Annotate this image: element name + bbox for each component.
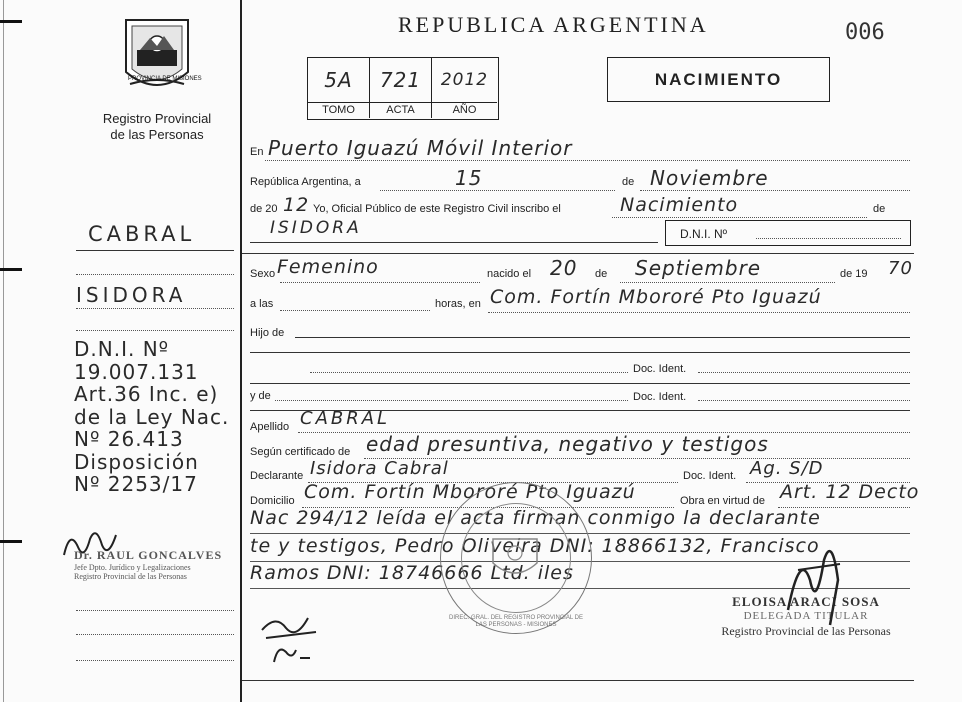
month-value: Noviembre (650, 166, 769, 190)
margin-note-line: Nº 26.413 (74, 427, 184, 451)
label-hijo-de: Hijo de (250, 327, 285, 339)
margin-stamp (74, 548, 239, 581)
year-value: 12 (283, 194, 310, 216)
margin-note-line: de la Ley Nac. (74, 404, 230, 429)
margin-stamp-title: Jefe Dpto. Jurídico y Legalizaciones (74, 563, 191, 572)
label-de-19: de 19 (840, 268, 868, 280)
seal-text: DIREC. GRAL. DEL REGISTRO PROVINCIAL DE LAS PERSONAS - MISIONES (449, 615, 583, 628)
tomo-value: 5A (324, 68, 353, 92)
field-line (698, 372, 910, 373)
dni-box (665, 220, 911, 246)
province-emblem (120, 14, 202, 98)
anio-label: AÑO (452, 104, 477, 116)
label-y-de: y de (250, 390, 271, 402)
field-line (265, 160, 910, 161)
birth-year-value: 70 (888, 258, 913, 279)
declarant-value: Isidora Cabral (310, 458, 449, 479)
label-segun: Según certificado de (250, 446, 351, 458)
anio-cell (432, 58, 497, 102)
label-de: de (873, 203, 886, 215)
margin-line (76, 660, 234, 661)
margin-stamp-title: Registro Provincial de las Personas (74, 572, 187, 581)
margin-note-line: Art.36 Inc. e) (74, 382, 219, 406)
field-line (612, 217, 867, 218)
margin-note-line: Nº 2253/17 (74, 472, 198, 496)
birth-day-value: 20 (550, 256, 578, 280)
place-value: Puerto Iguazú Móvil Interior (268, 136, 573, 160)
acta-label: ACTA (370, 103, 432, 118)
margin-initials-signature (256, 610, 326, 670)
label-de: de (595, 268, 608, 280)
country-title: REPUBLICA ARGENTINA (398, 12, 709, 37)
acta-cell (370, 58, 432, 102)
surname-value: CABRAL (300, 408, 391, 429)
margin-note (74, 338, 229, 496)
label-a-las: a las (250, 298, 274, 310)
official-office: Registro Provincial de las Personas (721, 624, 891, 638)
margin-line (76, 308, 234, 309)
margin-line (76, 610, 234, 611)
label-doc-ident: Doc. Ident. (633, 363, 687, 375)
official-name: ELOISA ARACI SOSA (732, 594, 880, 609)
field-line (250, 352, 910, 353)
field-line (280, 310, 430, 311)
obra-value: Art. 12 Decto (780, 481, 920, 503)
dni-line (756, 238, 901, 239)
page-bottom-line (242, 680, 914, 681)
acta-value: 721 (379, 68, 422, 92)
field-line (488, 312, 910, 313)
hole-punch-mark (0, 540, 22, 543)
field-line (275, 400, 628, 401)
label-de: de (622, 176, 635, 188)
field-line (280, 282, 480, 283)
sex-value: Femenino (277, 256, 379, 278)
field-line (640, 190, 910, 191)
margin-line (76, 250, 234, 251)
continuation-line-3: Ramos DNI: 18746666 Ltd. iles (250, 562, 574, 584)
field-line (295, 337, 910, 338)
registry-name-line: de las Personas (110, 127, 204, 142)
label-declarante: Declarante (250, 470, 304, 482)
registry-name-line: Registro Provincial (102, 111, 212, 126)
certificate-value: edad presuntiva, negativo y testigos (366, 432, 769, 456)
label-nacido: nacido el (487, 268, 532, 280)
page-edge (3, 0, 4, 702)
margin-divider (240, 0, 242, 702)
margin-note-line: D.N.I. Nº (74, 337, 170, 361)
field-line (698, 400, 910, 401)
label-republica: República Argentina, a (250, 176, 361, 188)
section-divider (242, 253, 914, 254)
official-title: DELEGADA TITULAR (743, 610, 869, 622)
label-doc-ident: Doc. Ident. (633, 391, 687, 403)
field-line (380, 190, 615, 191)
declarant-doc-value: Ag. S/D (750, 458, 824, 479)
label-obra: Obra en virtud de (680, 495, 765, 507)
continuation-line-1: Nac 294/12 leída el acta firman conmigo la declarante (250, 507, 821, 529)
margin-stamp-name: Dr. RAUL GONCALVES (74, 548, 223, 562)
act-value: Nacimiento (620, 194, 739, 216)
record-ref-box (307, 57, 499, 120)
label-yo-oficial: Yo, Oficial Público de este Registro Civil inscribo el (313, 203, 561, 215)
day-value: 15 (455, 166, 483, 190)
record-type: NACIMIENTO (654, 70, 783, 89)
place-of-birth-value: Com. Fortín Mbororé Pto Iguazú (490, 286, 822, 308)
name-value: ISIDORA (270, 218, 362, 238)
field-line (620, 282, 835, 283)
margin-note-line: Disposición (74, 449, 199, 474)
margin-note-line: 19.007.131 (74, 359, 199, 384)
tomo-cell (308, 58, 370, 102)
margin-line (76, 330, 234, 331)
tomo-label: TOMO (308, 103, 370, 118)
seal-emblem-icon (485, 533, 545, 583)
anio-value: 2012 (440, 70, 489, 90)
address-value: Com. Fortín Mbororé Pto Iguazú (304, 481, 636, 503)
margin-surname: CABRAL (88, 222, 196, 246)
label-dni: D.N.I. Nº (680, 227, 728, 241)
field-line (250, 242, 658, 243)
page-number: 006 (845, 20, 885, 45)
hole-punch-mark (0, 268, 22, 271)
label-doc-ident: Doc. Ident. (683, 470, 737, 482)
label-de-20: de 20 (250, 203, 278, 215)
label-domicilio: Domicilio (250, 495, 295, 507)
registry-name (82, 111, 232, 143)
field-line (310, 372, 628, 373)
emblem-text: PROVINCIA DE MISIONES (128, 76, 202, 82)
label-sexo: Sexo (250, 268, 276, 280)
label-horas-en: horas, en (435, 298, 481, 310)
margin-line (76, 274, 234, 275)
margin-line (76, 634, 234, 635)
label-apellido: Apellido (250, 421, 290, 433)
birth-month-value: Septiembre (635, 256, 762, 280)
official-signature (780, 540, 850, 630)
label-en: En (250, 146, 264, 158)
field-line (250, 383, 910, 384)
registry-seal (440, 482, 592, 634)
margin-given-name: ISIDORA (76, 283, 187, 307)
hole-punch-mark (0, 20, 22, 23)
continuation-line-2: te y testigos, Pedro Oliveira DNI: 18866132, Francisco (250, 535, 820, 557)
record-type-box (607, 57, 830, 102)
